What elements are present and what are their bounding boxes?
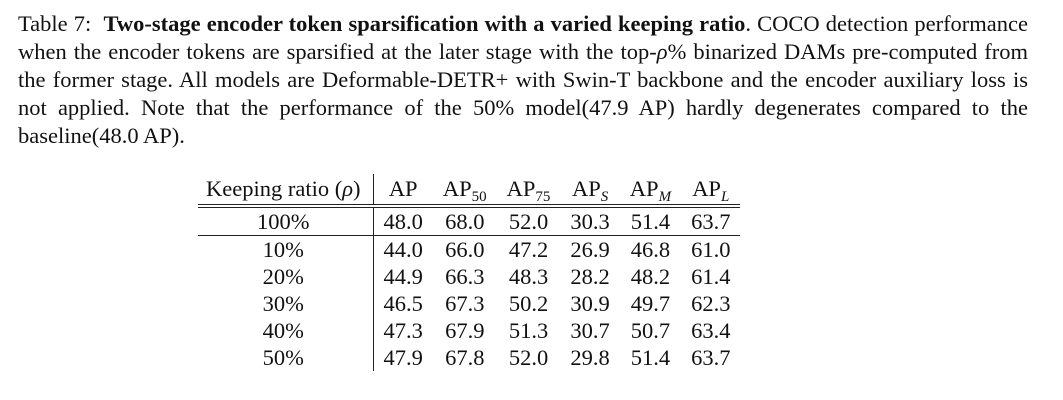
caption-label: Table 7: xyxy=(18,11,92,36)
cell-aps: 26.9 xyxy=(570,237,610,262)
caption-rho-symbol: ρ xyxy=(656,39,668,64)
cell-ap75: 48.3 xyxy=(508,264,549,289)
cell-ap75: 50.2 xyxy=(508,291,549,316)
cell-ap50: 68.0 xyxy=(433,206,497,236)
results-table-container xyxy=(198,174,740,371)
cell-apm: 50.7 xyxy=(630,318,671,343)
cell-ap75: 52.0 xyxy=(508,345,549,370)
cell-ap50: 67.8 xyxy=(445,345,485,370)
cell-aps: 29.8 xyxy=(570,345,610,370)
cell-ratio: 50% xyxy=(198,344,373,371)
cell-ratio: 10% xyxy=(198,236,373,264)
header-ap50: $AP_{50}$ xyxy=(442,176,487,205)
table-row xyxy=(198,263,740,290)
cell-ap: 47.9 xyxy=(383,345,423,370)
table-row xyxy=(198,317,740,344)
cell-aps: 28.2 xyxy=(570,264,610,289)
table-caption xyxy=(18,10,1028,150)
caption-text-part1: . COCO detection performance when the encoder tokens are sparsified at the later stage with the top- xyxy=(18,11,1029,64)
header-apl: $AP_L$ xyxy=(692,176,730,205)
header-ap: AP xyxy=(388,176,418,201)
cell-aps: 30.9 xyxy=(570,291,610,316)
table-row xyxy=(198,236,740,264)
cell-ap: 44.0 xyxy=(383,237,423,262)
header-ap75: $AP_{75}$ xyxy=(506,176,551,205)
cell-apl: 61.4 xyxy=(691,264,731,289)
table-header-row xyxy=(198,174,740,206)
cell-ap50: 67.9 xyxy=(445,318,485,343)
cell-ap75: 47.2 xyxy=(508,237,549,262)
cell-apm: 51.4 xyxy=(620,206,681,236)
cell-apl: 62.3 xyxy=(691,291,731,316)
cell-apm: 46.8 xyxy=(630,237,671,262)
cell-ap: 47.3 xyxy=(383,318,423,343)
cell-ap50: 66.3 xyxy=(445,264,485,289)
cell-ap75: 52.0 xyxy=(497,206,561,236)
cell-apl: 63.7 xyxy=(681,206,740,236)
cell-apm: 51.4 xyxy=(630,345,671,370)
cell-aps: 30.7 xyxy=(570,318,610,343)
cell-aps: 30.3 xyxy=(560,206,619,236)
cell-ap: 48.0 xyxy=(373,206,433,236)
cell-ap: 44.9 xyxy=(383,264,423,289)
cell-ratio: 30% xyxy=(198,290,373,317)
cell-apl: 63.7 xyxy=(691,345,731,370)
table-row-baseline xyxy=(198,206,740,236)
caption-title: Two-stage encoder token sparsification with a varied keeping ratio xyxy=(103,11,746,36)
caption-text-part2: % binarized DAMs pre-computed from the former stage. All models are Deformable-DETR+ with Swin-T backbone and the encoder auxiliary loss is not applied. Note that the performance of the 50% model(47.9 AP) hardly degenerates compared to the baseline(48.0 AP). xyxy=(18,39,1028,148)
cell-ap50: 66.0 xyxy=(445,237,485,262)
cell-apm: 48.2 xyxy=(630,264,671,289)
header-apm: $AP_M$ xyxy=(629,176,672,205)
table-row xyxy=(198,290,740,317)
cell-ratio: 40% xyxy=(198,317,373,344)
cell-ap: 46.5 xyxy=(383,291,423,316)
cell-apm: 49.7 xyxy=(630,291,671,316)
cell-ap50: 67.3 xyxy=(445,291,485,316)
header-keeping-ratio: Keeping ratio (ρ) xyxy=(198,174,373,206)
header-aps: $AP_S$ xyxy=(571,176,609,205)
table-row xyxy=(198,344,740,371)
cell-apl: 63.4 xyxy=(691,318,731,343)
cell-ap75: 51.3 xyxy=(508,318,549,343)
cell-apl: 61.0 xyxy=(691,237,731,262)
cell-ratio: 100% xyxy=(198,206,373,236)
cell-ratio: 20% xyxy=(198,263,373,290)
results-table xyxy=(198,174,740,371)
